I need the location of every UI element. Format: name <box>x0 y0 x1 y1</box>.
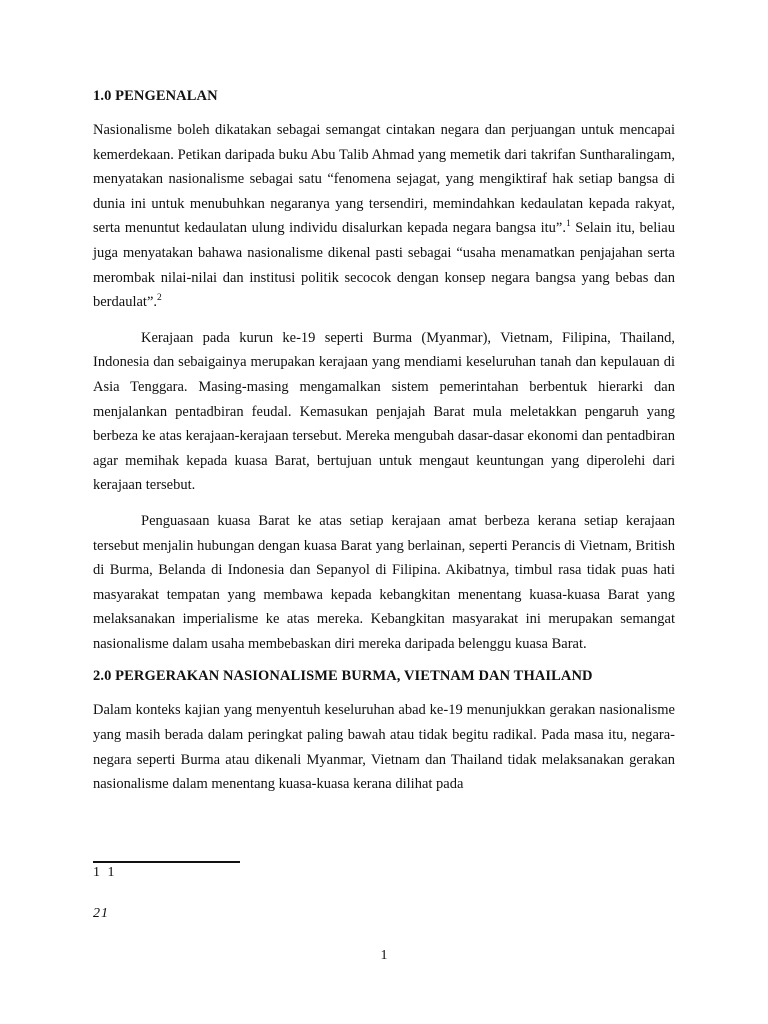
page-number: 1 <box>380 948 388 963</box>
footnote-ref-2[interactable]: 2 <box>157 293 162 304</box>
paragraph-4: Dalam konteks kajian yang menyentuh keseluruhan abad ke-19 menunjukkan gerakan nasionalisme yang masih berada dalam peringkat paling bawah atau tidak begitu radikal. Pada masa itu, negara-negara seperti Burma atau dikenali Myanmar, Vietnam dan Thailand tidak melaksanakan gerakan nasionalisme dalam menentang kuasa-kuasa kerana dilihat pada <box>93 702 675 793</box>
paragraph-2: Kerajaan pada kurun ke-19 seperti Burma (Myanmar), Vietnam, Filipina, Thailand, Indonesia dan sebaigainya merupakan kerajaan yang mendiami keseluruhan tanah dan kepulauan di Asia Tenggara. Masing-masing mengamalkan sistem pemerintahan berbentuk hierarki dan menjalankan pentadbiran feudal. Kemasukan penjajah Barat mula meletakkan pengaruh yang berbeza ke atas kerajaan-kerajaan tersebut. Mereka mengubah dasar-dasar ekonomi dan pentadbiran agar memihak kepada kuasa Barat, bertujuan untuk mengaut keuntungan yang diperolehi dari kerajaan tersebut. <box>93 329 675 494</box>
section-heading-pengenalan: 1.0 PENGENALAN <box>93 88 218 104</box>
footnote-1: 1 1 <box>93 865 117 880</box>
paragraph-1 <box>93 118 675 315</box>
footnote-ref-1[interactable]: 1 <box>565 219 571 230</box>
paragraph-1-text-b: Selain itu, beliau juga menyatakan bahawa nasionalisme dikenal pasti sebagai “usaha menamatkan penjajahan serta merombak nilai-nilai dan institusi politik secocok dengan konsep negara bangsa yang bebas dan berdaulat”. <box>93 220 675 311</box>
paragraph-3: Penguasaan kuasa Barat ke atas setiap kerajaan amat berbeza kerana setiap kerajaan tersebut menjalin hubungan dengan kuasa Barat yang berlainan, seperti Perancis di Vietnam, British di Burma, Belanda di Indonesia dan Sepanyol di Filipina. Akibatnya, timbul rasa tidak puas hati masyarakat tempatan yang membawa kepada kebangkitan menentang kuasa-kuasa Barat yang melaksanakan imperialisme ke atas mereka. Kebangkitan masyarakat ini merupakan semangat nasionalisme dalam usaha membebaskan diri mereka daripada belenggu kuasa Barat. <box>93 512 675 652</box>
section-heading-pergerakan: 2.0 PERGERAKAN NASIONALISME BURMA, VIETNAM DAN THAILAND <box>93 668 593 685</box>
paragraph-1-text-a: Nasionalisme boleh dikatakan sebagai semangat cintakan negara dan perjuangan untuk mencapai kemerdekaan. Petikan daripada buku Abu Talib Ahmad yang memetik dari takrifan Suntharalingam, menyatakan nasionalisme sebagai satu “fenomena sejagat, yang mengiktiraf hak setiap bangsa di dunia ini untuk menubuhkan negaranya yang tersendiri, memindahkan kedaulatan kepada rakyat, serta menuntut kedaulatan ulung individu disalurkan kepada negara bangsa itu”. <box>93 122 675 237</box>
footnote-separator <box>93 861 240 863</box>
document-body <box>93 86 675 797</box>
footnote-2: 21 <box>93 906 109 921</box>
